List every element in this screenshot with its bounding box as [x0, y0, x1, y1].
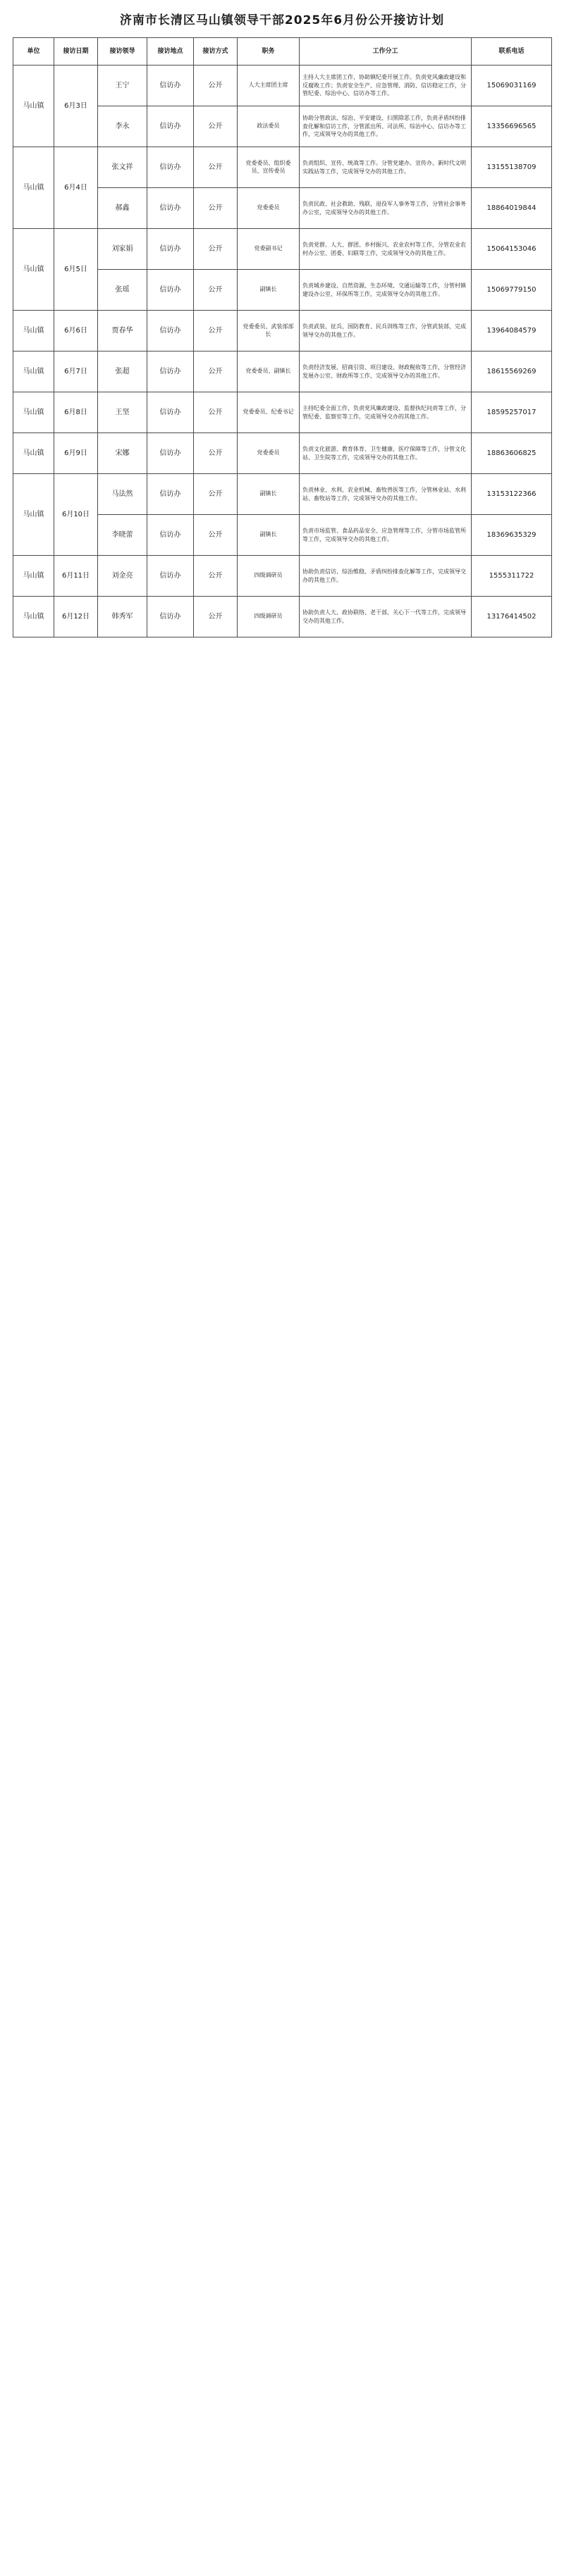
place-cell: 信访办 — [147, 433, 194, 474]
header-post: 职务 — [238, 38, 300, 66]
table-row — [13, 556, 552, 597]
mode-cell: 公开 — [194, 597, 238, 637]
mode-cell: 公开 — [194, 474, 238, 515]
header-duty: 工作分工 — [300, 38, 472, 66]
phone-cell: 13356696565 — [472, 106, 552, 147]
leader-cell: 宋娜 — [98, 433, 147, 474]
page — [0, 0, 564, 637]
post-cell: 党委委员、副镇长 — [238, 351, 300, 392]
date-cell: 6月8日 — [54, 392, 98, 433]
phone-cell: 18369635329 — [472, 515, 552, 556]
phone-cell: 18595257017 — [472, 392, 552, 433]
table-row — [13, 597, 552, 637]
post-cell: 副镇长 — [238, 270, 300, 311]
post-cell: 党委委员、武装部部长 — [238, 311, 300, 351]
unit-cell: 马山镇 — [13, 433, 54, 474]
header-date: 接访日期 — [54, 38, 98, 66]
place-cell: 信访办 — [147, 66, 194, 106]
place-cell: 信访办 — [147, 351, 194, 392]
mode-cell: 公开 — [194, 311, 238, 351]
phone-cell: 13176414502 — [472, 597, 552, 637]
header-place: 接访地点 — [147, 38, 194, 66]
leader-cell: 李永 — [98, 106, 147, 147]
duty-cell: 协助负责信访、综治维稳、矛盾纠纷排查化解等工作，完成领导交办的其他工作。 — [300, 556, 472, 597]
unit-cell: 马山镇 — [13, 311, 54, 351]
duty-cell: 负责城乡建设、自然资源、生态环境、交通运输等工作，分管村镇建设办公室、环保所等工作，完成领导交办的其他工作。 — [300, 270, 472, 311]
table-row — [13, 229, 552, 270]
leader-cell: 韩秀军 — [98, 597, 147, 637]
duty-cell: 负责组织、宣传、统战等工作。分管党建办、宣传办、新时代文明实践站等工作，完成领导交办的其他工作。 — [300, 147, 472, 188]
date-cell: 6月7日 — [54, 351, 98, 392]
phone-cell: 18864019844 — [472, 188, 552, 229]
duty-cell: 负责民政、社会救助、残联、退役军人事务等工作，分管社会事务办公室，完成领导交办的其他工作。 — [300, 188, 472, 229]
unit-cell: 马山镇 — [13, 556, 54, 597]
unit-cell: 马山镇 — [13, 597, 54, 637]
date-cell: 6月11日 — [54, 556, 98, 597]
duty-cell: 负责党群、人大、群团、乡村振兴、农业农村等工作，分管农业农村办公室、团委、妇联等工作，完成领导交办的其他工作。 — [300, 229, 472, 270]
mode-cell: 公开 — [194, 229, 238, 270]
duty-cell: 负责市场监管、食品药品安全、应急管理等工作，分管市场监管所等工作，完成领导交办的其他工作。 — [300, 515, 472, 556]
place-cell: 信访办 — [147, 597, 194, 637]
post-cell: 四级调研员 — [238, 597, 300, 637]
table-body — [13, 66, 552, 637]
place-cell: 信访办 — [147, 311, 194, 351]
post-cell: 人大主席团主席 — [238, 66, 300, 106]
post-cell: 党委委员、纪委书记 — [238, 392, 300, 433]
duty-cell: 负责林业、水利、农业机械、畜牧兽医等工作，分管林业站、水利站、畜牧站等工作，完成领导交办的其他工作。 — [300, 474, 472, 515]
table-header-row — [13, 38, 552, 66]
mode-cell: 公开 — [194, 515, 238, 556]
phone-cell: 15069031169 — [472, 66, 552, 106]
duty-cell: 协助分管政法、综治、平安建设、扫黑除恶工作，负责矛盾纠纷排查化解和信访工作，分管派出所、司法所、综治中心、信访办等工作，完成领导交办的其他工作。 — [300, 106, 472, 147]
header-mode: 接访方式 — [194, 38, 238, 66]
mode-cell: 公开 — [194, 147, 238, 188]
table-row — [13, 392, 552, 433]
leader-cell: 马法然 — [98, 474, 147, 515]
place-cell: 信访办 — [147, 229, 194, 270]
header-unit: 单位 — [13, 38, 54, 66]
duty-cell: 主持纪委全面工作，负责党风廉政建设、监督执纪问责等工作，分管纪委、监察室等工作，完成领导交办的其他工作。 — [300, 392, 472, 433]
place-cell: 信访办 — [147, 270, 194, 311]
date-cell: 6月6日 — [54, 311, 98, 351]
mode-cell: 公开 — [194, 351, 238, 392]
phone-cell: 13153122366 — [472, 474, 552, 515]
mode-cell: 公开 — [194, 433, 238, 474]
leader-cell: 王宁 — [98, 66, 147, 106]
place-cell: 信访办 — [147, 474, 194, 515]
post-cell: 党委委员 — [238, 188, 300, 229]
post-cell: 党委委员 — [238, 433, 300, 474]
unit-cell: 马山镇 — [13, 474, 54, 556]
leader-cell: 王坚 — [98, 392, 147, 433]
mode-cell: 公开 — [194, 392, 238, 433]
unit-cell: 马山镇 — [13, 392, 54, 433]
post-cell: 政法委员 — [238, 106, 300, 147]
mode-cell: 公开 — [194, 66, 238, 106]
duty-cell: 协助负责人大、政协联络、老干部、关心下一代等工作，完成领导交办的其他工作。 — [300, 597, 472, 637]
duty-cell: 负责经济发展、招商引资、项目建设、财政税收等工作，分管经济发展办公室、财政所等工作，完成领导交办的其他工作。 — [300, 351, 472, 392]
place-cell: 信访办 — [147, 147, 194, 188]
mode-cell: 公开 — [194, 106, 238, 147]
date-cell: 6月12日 — [54, 597, 98, 637]
phone-cell: 1555311722 — [472, 556, 552, 597]
unit-cell: 马山镇 — [13, 147, 54, 229]
mode-cell: 公开 — [194, 270, 238, 311]
leader-cell: 李晓蕾 — [98, 515, 147, 556]
post-cell: 四级调研员 — [238, 556, 300, 597]
table-row — [13, 474, 552, 515]
date-cell: 6月4日 — [54, 147, 98, 229]
date-cell: 6月9日 — [54, 433, 98, 474]
phone-cell: 15064153046 — [472, 229, 552, 270]
post-cell: 党委委员、组织委员、宣传委员 — [238, 147, 300, 188]
phone-cell: 15069779150 — [472, 270, 552, 311]
leader-cell: 刘金亮 — [98, 556, 147, 597]
table-row — [13, 311, 552, 351]
phone-cell: 13964084579 — [472, 311, 552, 351]
table-row — [13, 66, 552, 106]
table-row — [13, 351, 552, 392]
header-leader: 接访领导 — [98, 38, 147, 66]
duty-cell: 负责武装、征兵、国防教育、民兵训练等工作，分管武装部，完成领导交办的其他工作。 — [300, 311, 472, 351]
phone-cell: 18863606825 — [472, 433, 552, 474]
leader-cell: 张瑶 — [98, 270, 147, 311]
duty-cell: 主持人大主席团工作，协助镇纪委开展工作。负责党风廉政建设和反腐败工作；负责安全生产、应急管理、消防、信访稳定工作，分管纪委、综治中心、信访办等工作。 — [300, 66, 472, 106]
place-cell: 信访办 — [147, 556, 194, 597]
place-cell: 信访办 — [147, 392, 194, 433]
place-cell: 信访办 — [147, 106, 194, 147]
leader-cell: 刘家娟 — [98, 229, 147, 270]
place-cell: 信访办 — [147, 188, 194, 229]
mode-cell: 公开 — [194, 556, 238, 597]
table-row — [13, 147, 552, 188]
mode-cell: 公开 — [194, 188, 238, 229]
page-title: 济南市长清区马山镇领导干部2025年6月份公开接访计划 — [119, 13, 445, 27]
unit-cell: 马山镇 — [13, 229, 54, 311]
post-cell: 副镇长 — [238, 474, 300, 515]
unit-cell: 马山镇 — [13, 66, 54, 147]
post-cell: 副镇长 — [238, 515, 300, 556]
duty-cell: 负责文化旅游、教育体育、卫生健康、医疗保障等工作，分管文化站、卫生院等工作，完成领导交办的其他工作。 — [300, 433, 472, 474]
leader-cell: 张文祥 — [98, 147, 147, 188]
date-cell: 6月5日 — [54, 229, 98, 311]
leader-cell: 郝鑫 — [98, 188, 147, 229]
date-cell: 6月3日 — [54, 66, 98, 147]
place-cell: 信访办 — [147, 515, 194, 556]
leader-cell: 贾春华 — [98, 311, 147, 351]
leader-cell: 张超 — [98, 351, 147, 392]
date-cell: 6月10日 — [54, 474, 98, 556]
phone-cell: 13155138709 — [472, 147, 552, 188]
unit-cell: 马山镇 — [13, 351, 54, 392]
phone-cell: 18615569269 — [472, 351, 552, 392]
header-phone: 联系电话 — [472, 38, 552, 66]
post-cell: 党委副书记 — [238, 229, 300, 270]
table-row — [13, 433, 552, 474]
visit-schedule-table — [13, 37, 552, 637]
